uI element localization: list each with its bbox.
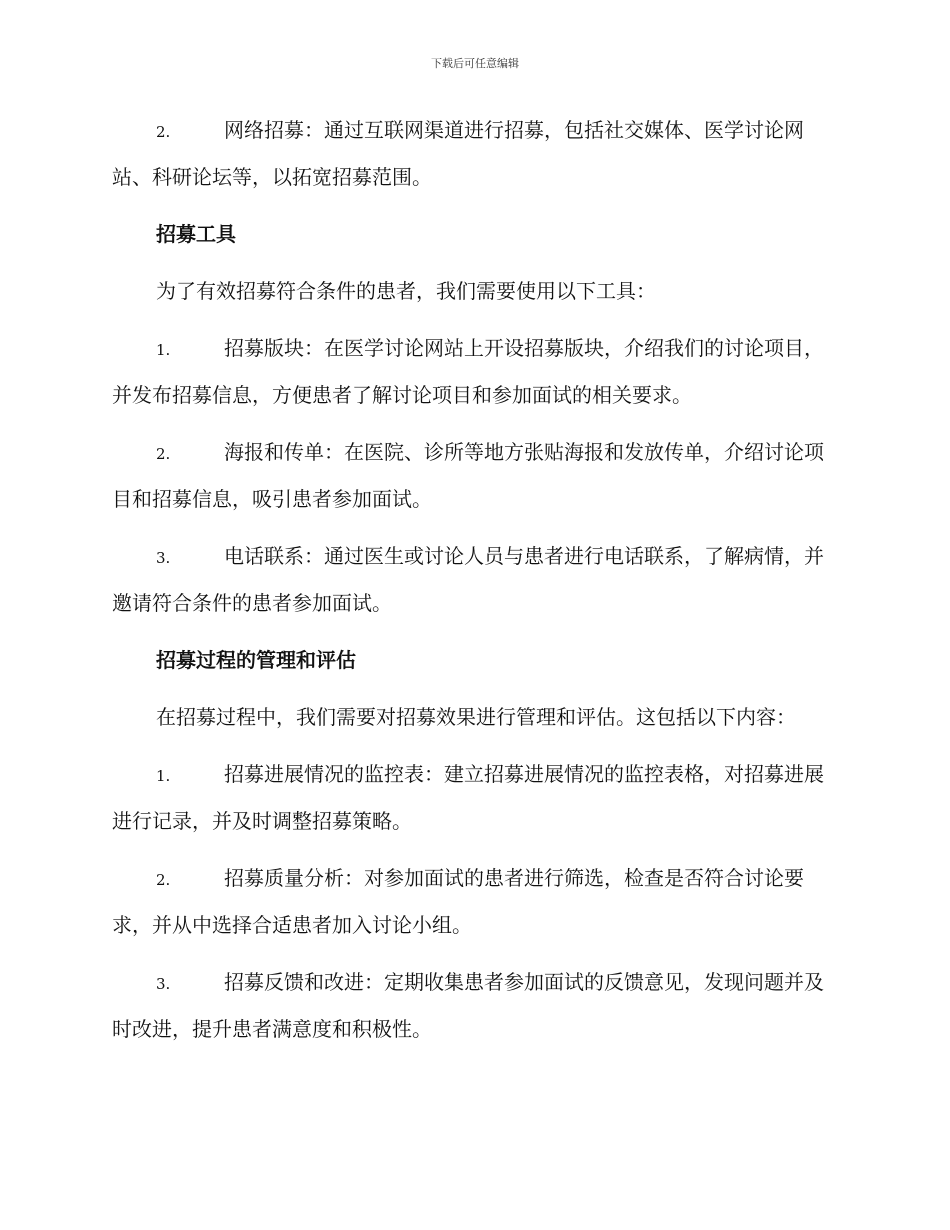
list-number: 1. [156,341,171,359]
section-heading-management: 招募过程的管理和评估 [156,648,356,672]
list-item-recruitment-board [112,326,834,418]
list-item-posters-flyers [112,430,834,522]
section-heading-tools: 招募工具 [156,222,236,246]
list-item-text: 招募进展情况的监控表：建立招募进展情况的监控表格，对招募进展进行记录，并及时调整招募策略。 [112,762,824,833]
list-item-progress-monitoring [112,752,834,844]
paragraph-tools-intro: 为了有效招募符合条件的患者，我们需要使用以下工具： [156,279,656,303]
list-number: 2. [156,123,171,141]
paragraph-management-intro: 在招募过程中，我们需要对招募效果进行管理和评估。这包括以下内容： [156,705,796,729]
list-number: 3. [156,975,171,993]
list-item-text: 招募版块：在医学讨论网站上开设招募版块，介绍我们的讨论项目，并发布招募信息，方便患者了解讨论项目和参加面试的相关要求。 [112,336,824,407]
list-number: 1. [156,767,171,785]
list-item-text: 海报和传单：在医院、诊所等地方张贴海报和发放传单，介绍讨论项目和招募信息，吸引患者参加面试。 [112,440,824,511]
list-number: 2. [156,871,171,889]
list-item-network-recruitment [112,108,834,200]
list-number: 3. [156,549,171,567]
header-note: 下载后可任意编辑 [431,57,519,70]
list-item-text: 招募反馈和改进：定期收集患者参加面试的反馈意见，发现问题并及时改进，提升患者满意度和积极性。 [112,970,824,1041]
list-item-text: 招募质量分析：对参加面试的患者进行筛选，检查是否符合讨论要求，并从中选择合适患者加入讨论小组。 [112,866,804,937]
list-item-phone-contact [112,534,834,626]
list-number: 2. [156,445,171,463]
list-item-text: 电话联系：通过医生或讨论人员与患者进行电话联系，了解病情，并邀请符合条件的患者参加面试。 [112,544,824,615]
list-item-text: 网络招募：通过互联网渠道进行招募，包括社交媒体、医学讨论网站、科研论坛等，以拓宽招募范围。 [112,118,804,189]
list-item-quality-analysis [112,856,834,948]
document-body [112,108,834,1064]
list-item-feedback-improvement [112,960,834,1052]
